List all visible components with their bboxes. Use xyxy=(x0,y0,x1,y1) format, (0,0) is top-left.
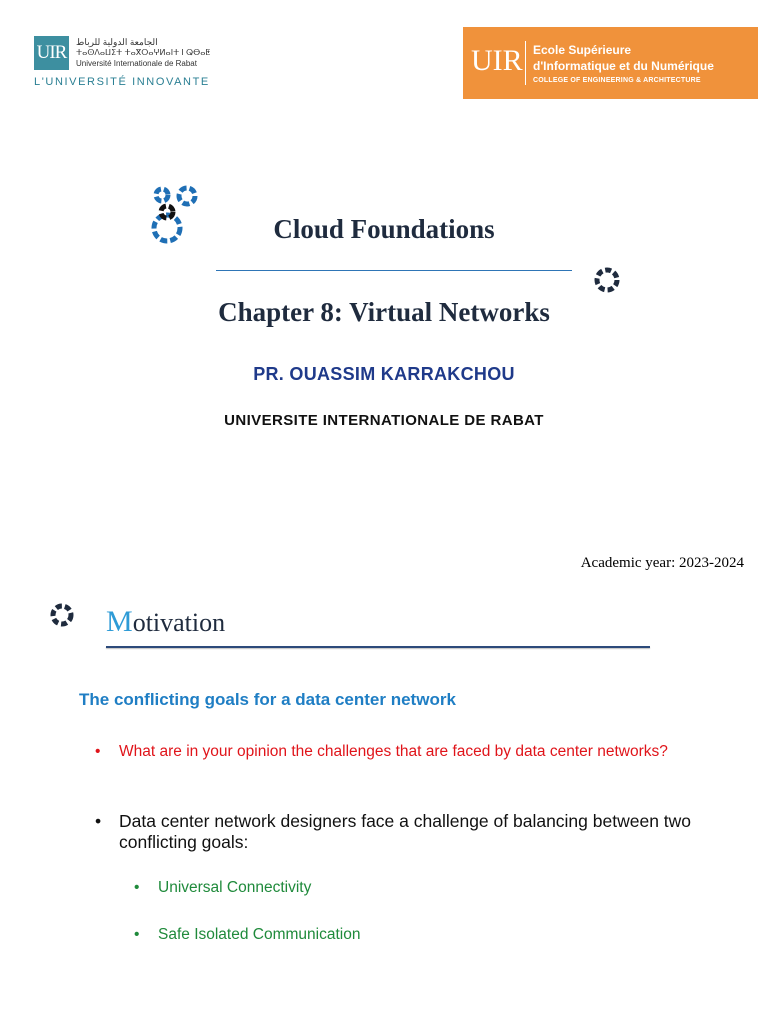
motivation-slide xyxy=(0,585,768,1024)
slide-title-initial: M xyxy=(106,605,133,638)
bullet-marker: • xyxy=(95,743,101,760)
esin-logo-separator xyxy=(525,41,526,85)
slide-title xyxy=(106,605,225,639)
chapter-title: Chapter 8: Virtual Networks xyxy=(218,297,550,327)
esin-name-line1: Ecole Supérieure xyxy=(533,43,632,57)
list-item xyxy=(134,926,634,944)
title-underline xyxy=(106,646,650,648)
bullet-text: Universal Connectivity xyxy=(158,879,312,896)
esin-logo xyxy=(463,27,758,99)
author-name: PR. OUASSIM KARRAKCHOU xyxy=(253,364,515,384)
uir-logo-mark: UIR xyxy=(34,36,69,70)
bullet-text: What are in your opinion the challenges that are faced by data center networks? xyxy=(119,743,668,760)
esin-name-line2: d'Informatique et du Numérique xyxy=(533,59,714,73)
title-divider xyxy=(216,270,572,271)
ring-icon xyxy=(592,265,622,295)
bullet-marker: • xyxy=(134,926,140,943)
list-item xyxy=(95,811,720,853)
slide-title-rest: otivation xyxy=(132,608,226,637)
esin-name-line3: COLLEGE OF ENGINEERING & ARCHITECTURE xyxy=(533,77,701,84)
course-title: Cloud Foundations xyxy=(273,214,495,244)
bullet-marker: • xyxy=(95,811,102,831)
academic-year: Academic year: 2023-2024 xyxy=(580,555,744,571)
uir-tifinagh-name: ⵜⴰⵙⴷⴰⵡⵉⵜ ⵜⴰⴳⵔⴰⵖⵍⴰⵏⵜ ⵏ ⵕⴱⴰⵟ xyxy=(76,48,211,57)
ring-icon xyxy=(48,601,76,629)
list-item xyxy=(134,879,634,897)
bullet-text: Safe Isolated Communication xyxy=(158,926,361,943)
esin-logo-mark: UIR xyxy=(471,44,523,77)
uir-arabic-name: الجامعة الدولية للرباط xyxy=(76,37,158,47)
list-item xyxy=(95,741,712,762)
uir-logo xyxy=(34,36,234,92)
bullet-marker: • xyxy=(134,879,140,896)
uir-name: Université Internationale de Rabat xyxy=(76,59,197,68)
university-name: UNIVERSITE INTERNATIONALE DE RABAT xyxy=(224,412,544,429)
section-heading: The conflicting goals for a data center network xyxy=(79,690,456,709)
uir-tagline: L'UNIVERSITÉ INNOVANTE xyxy=(34,76,210,88)
bullet-text: Data center network designers face a challenge of balancing between two conflicting goals: xyxy=(119,811,692,852)
